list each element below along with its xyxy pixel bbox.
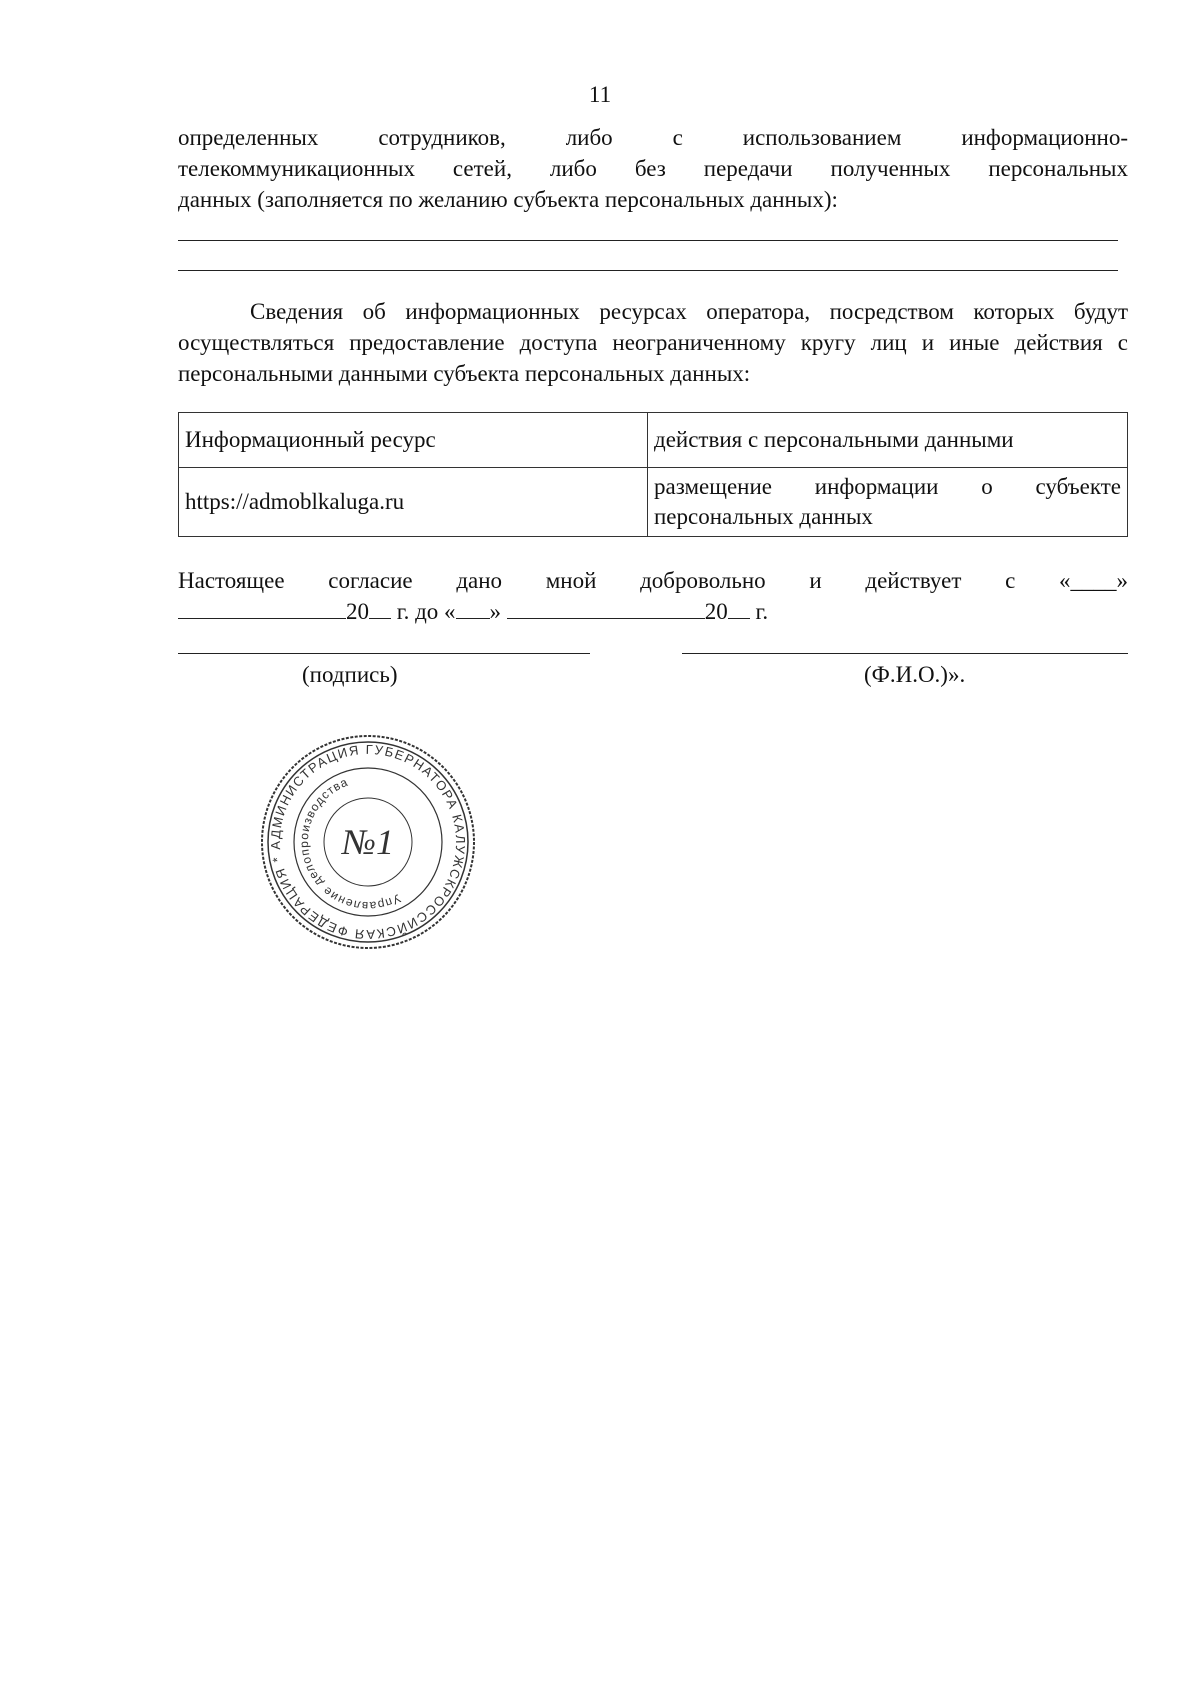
consent-word: действует <box>865 568 962 593</box>
consent-line-2 <box>178 596 1128 627</box>
table-row <box>179 468 1128 537</box>
full-name-label: (Ф.И.О.)». <box>864 662 966 687</box>
table-header-row <box>179 413 1128 468</box>
paragraph-1-line-3: данных (заполняется по желанию субъекта персональных данных): <box>178 187 838 212</box>
signature-line <box>178 653 590 654</box>
end-month-blank <box>507 598 705 619</box>
consent-word: мной <box>545 568 597 593</box>
table-header-resource: Информационный ресурс <box>179 413 648 468</box>
signature-label: (подпись) <box>302 662 398 687</box>
year-prefix: 20 <box>346 599 369 624</box>
page-number: 11 <box>588 82 612 107</box>
consent-line-1 <box>178 565 1128 596</box>
consent-word: дано <box>456 568 503 593</box>
year-blank <box>369 598 391 619</box>
table-cell-resource-url: https://admoblkaluga.ru <box>179 468 648 537</box>
paragraph-2-text: Сведения об информационных ресурсах оператора, посредством которых будут осуществляться предоставление доступа неограниченному кругу лиц и иные действия с персональными данными субъекта персональных данных: <box>178 299 1128 386</box>
consent-word: «____» <box>1058 568 1128 593</box>
consent-word: и <box>809 568 822 593</box>
end-day-blank <box>456 598 490 619</box>
end-year-blank <box>728 598 750 619</box>
paragraph-1-line-2: телекоммуникационных сетей, либо без передачи полученных персональных <box>178 156 1128 181</box>
table-header-actions: действия с персональными данными <box>648 413 1128 468</box>
day-month-blank <box>178 598 346 619</box>
until-text: г. до « <box>396 599 456 624</box>
full-name-line <box>682 653 1128 654</box>
close-quote: » <box>489 599 502 624</box>
consent-word: добровольно <box>640 568 766 593</box>
table-cell-action: размещение информации о субъекте персональных данных <box>648 468 1128 537</box>
end-year-prefix: 20 <box>704 599 728 624</box>
consent-word: с <box>1005 568 1016 593</box>
paragraph-2 <box>178 296 1128 389</box>
stamp-center-text: №1 <box>342 822 394 862</box>
paragraph-1 <box>178 122 1128 215</box>
blank-line-1 <box>178 240 1118 241</box>
resources-table <box>178 412 1128 537</box>
consent-word: согласие <box>328 568 413 593</box>
end-year-suffix: г. <box>755 599 769 624</box>
official-seal-stamp <box>258 732 478 952</box>
stamp-inner-text: Управление делопроизводства <box>296 774 403 914</box>
paragraph-1-line-1: определенных сотрудников, либо с использованием информационно- <box>178 125 1128 150</box>
consent-word: Настоящее <box>178 568 285 593</box>
stamp-outer-text: РОССИЙСКАЯ ФЕДЕРАЦИЯ * АДМИНИСТРАЦИЯ ГУБЕРНАТОРА КАЛУЖСКОЙ <box>267 741 469 943</box>
blank-line-2 <box>178 270 1118 271</box>
